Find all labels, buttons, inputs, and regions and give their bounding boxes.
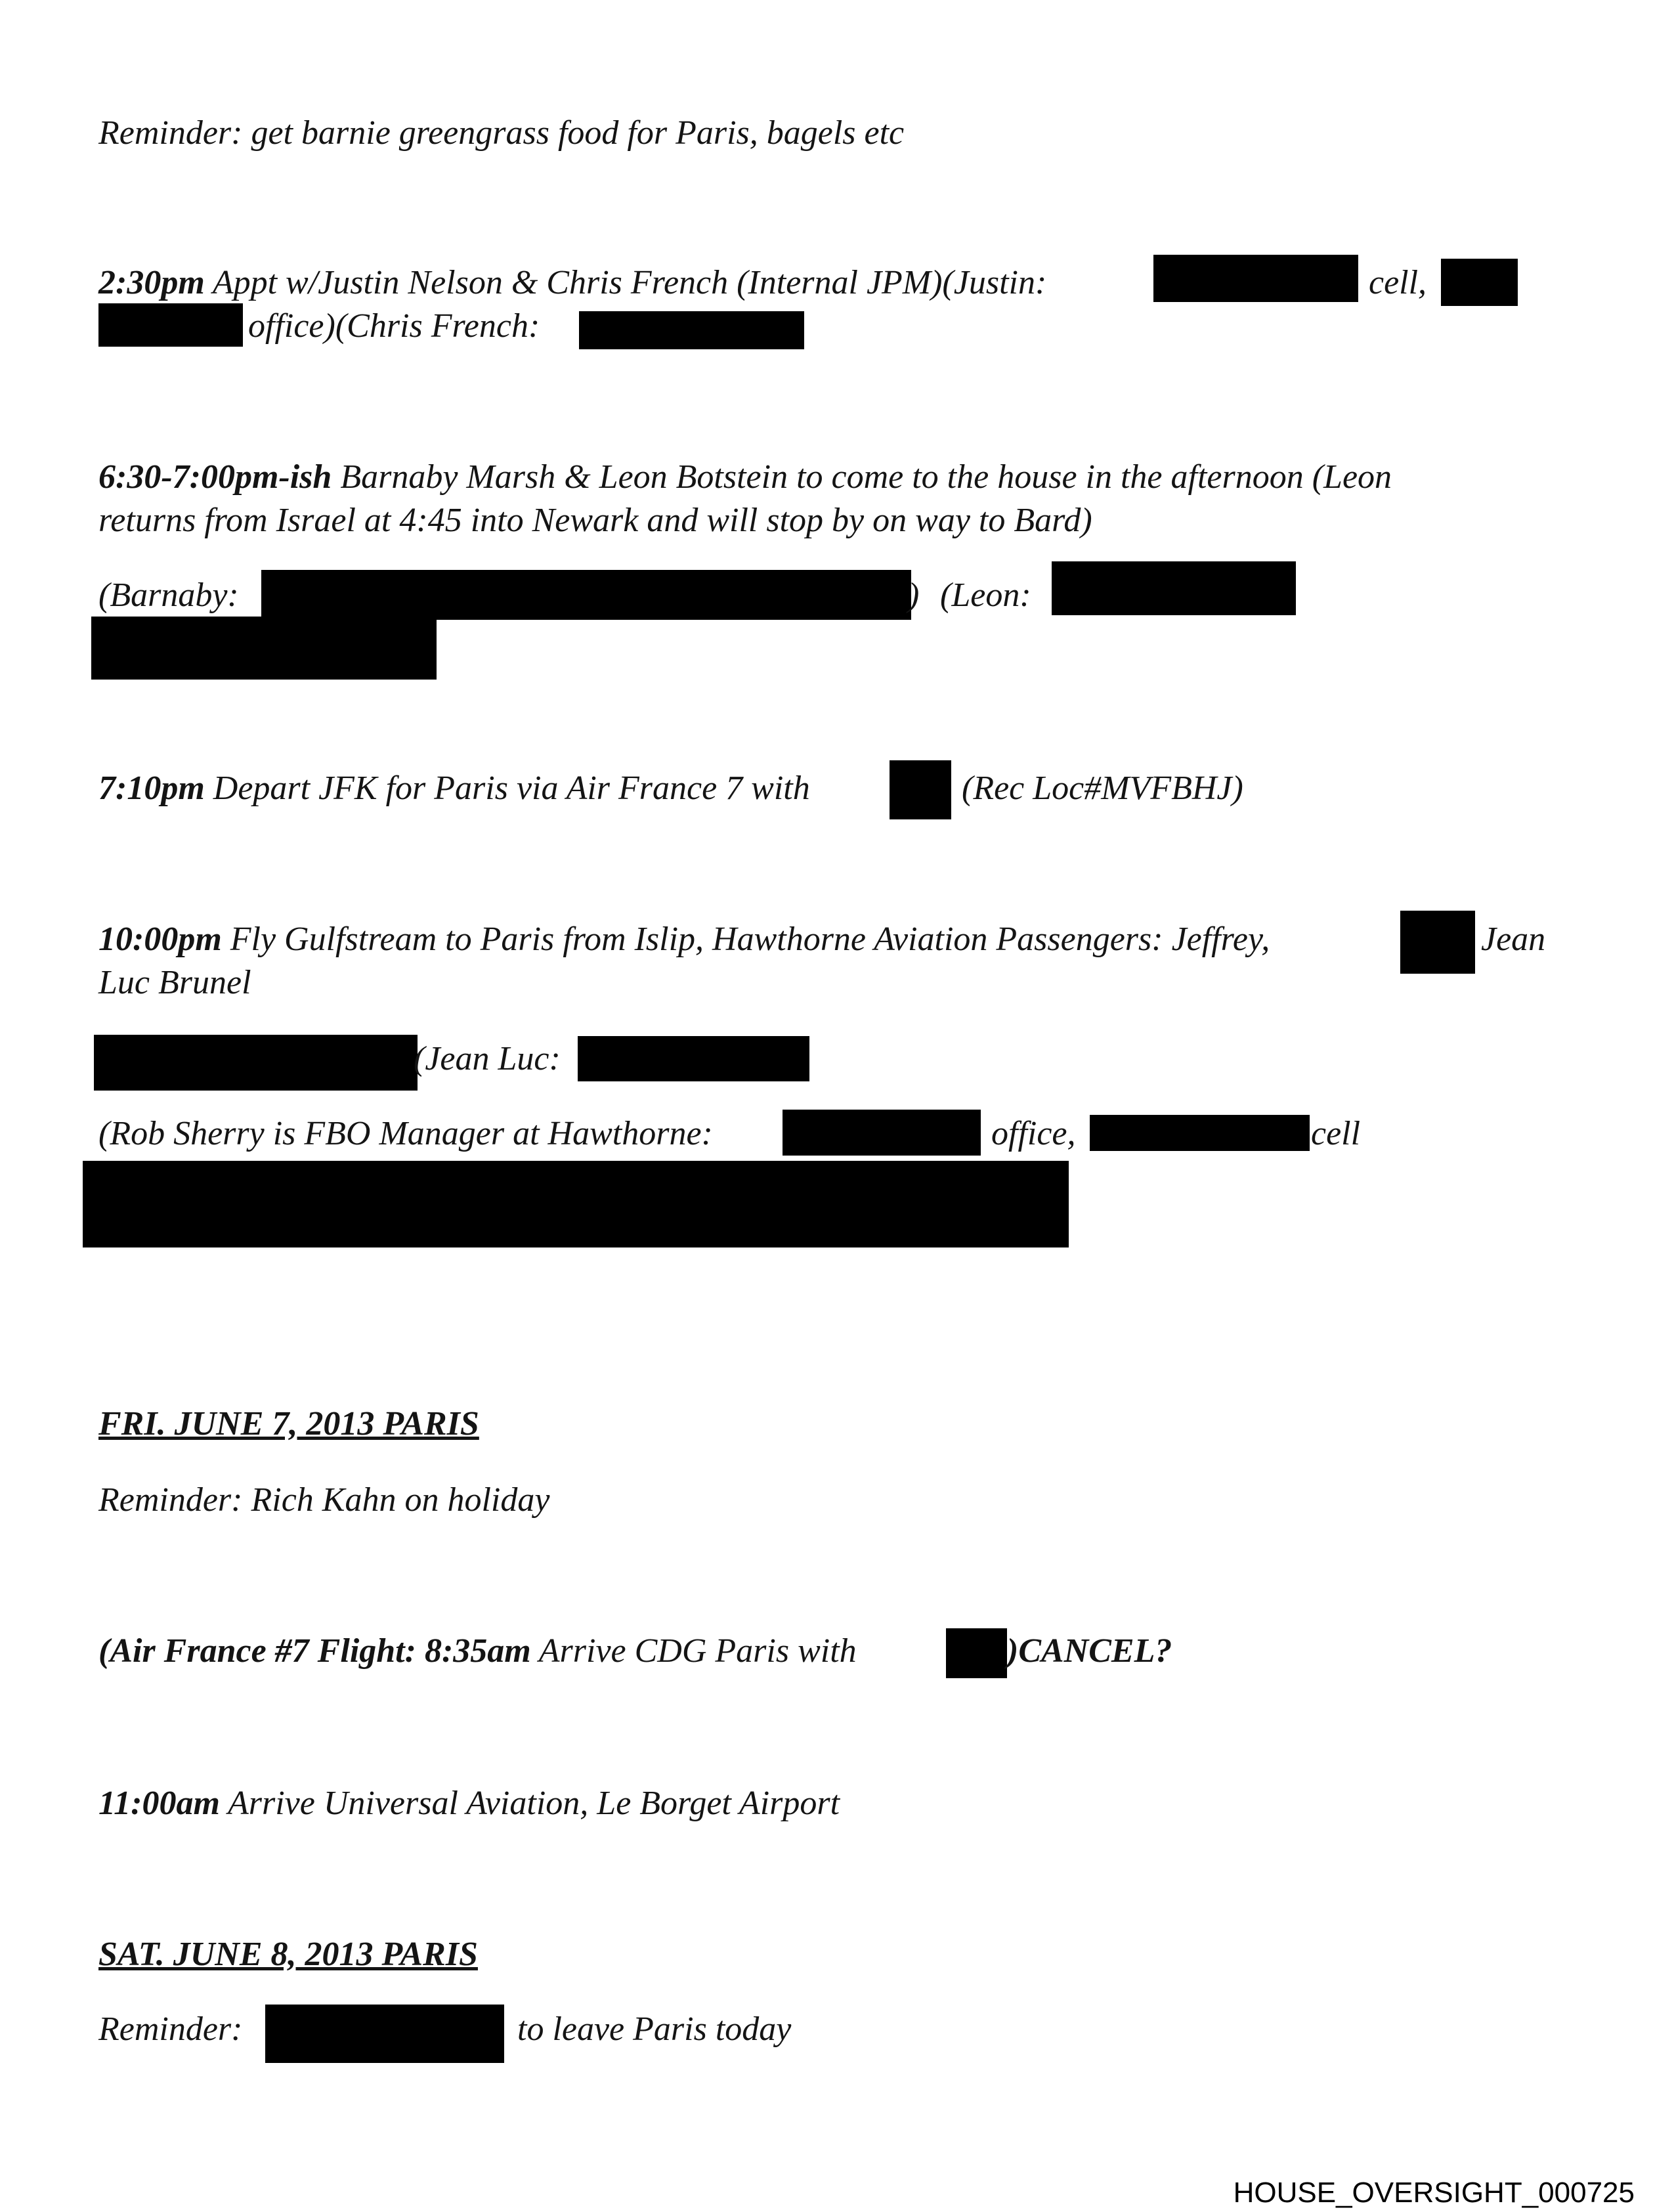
marsh-text: Barnaby Marsh & Leon Botstein to come to the house in the afternoon (Leon [340, 458, 1392, 496]
redaction-box [578, 1036, 809, 1081]
leon-contact: (Leon: [940, 576, 1031, 614]
redaction-box [1052, 561, 1296, 615]
gulfstream-time: 10:00pm [98, 921, 222, 958]
rob-sherry-line: (Rob Sherry is FBO Manager at Hawthorne: [98, 1115, 713, 1152]
appt-text: Appt w/Justin Nelson & Chris French (Internal JPM)(Justin: [212, 264, 1047, 301]
appt-time: 2:30pm [98, 264, 205, 301]
sat-date-header: SAT. JUNE 8, 2013 PARIS [98, 1936, 478, 1973]
cancel-note: )CANCEL? [1007, 1632, 1172, 1670]
gulfstream-line-1 [98, 918, 1270, 961]
redaction-box [83, 1161, 1069, 1247]
marsh-line-1 [98, 456, 1392, 499]
redaction-box [890, 760, 951, 819]
air-france-line [98, 1630, 857, 1673]
reminder-line [98, 112, 904, 155]
gulfstream-jean: Jean [1481, 921, 1546, 958]
le-bourget-line [98, 1782, 840, 1825]
appt-cell-label: cell, [1369, 264, 1427, 301]
redaction-box [1153, 255, 1358, 302]
gulfstream-text: Fly Gulfstream to Paris from Islip, Hawthorne Aviation Passengers: Jeffrey, [230, 921, 1270, 958]
redaction-box [98, 303, 243, 347]
redaction-box [783, 1110, 981, 1156]
redaction-box [94, 1035, 418, 1091]
jfk-record-locator: (Rec Loc#MVFBHJ) [962, 770, 1243, 807]
le-bourget-text: Arrive Universal Aviation, Le Borget Airport [227, 1785, 840, 1822]
air-france-flight-time: (Air France #7 Flight: 8:35am [98, 1632, 531, 1670]
jean-luc-contact: (Jean Luc: [414, 1040, 561, 1077]
redaction-box [265, 2005, 504, 2063]
fri-date-header: FRI. JUNE 7, 2013 PARIS [98, 1405, 479, 1442]
barnaby-close: ) [908, 576, 920, 614]
jfk-time: 7:10pm [98, 770, 205, 807]
marsh-line-2: returns from Israel at 4:45 into Newark and will stop by on way to Bard) [98, 502, 1092, 539]
redaction-box [1400, 911, 1475, 974]
rob-office: office, [991, 1115, 1076, 1152]
reminder-text: Reminder: get barnie greengrass food for Paris, bagels etc [98, 114, 905, 152]
jfk-line [98, 767, 810, 810]
reminder-line: Reminder: Rich Kahn on holiday [98, 1481, 550, 1519]
rob-cell: cell [1311, 1115, 1361, 1152]
air-france-text: Arrive CDG Paris with [538, 1632, 857, 1670]
redaction-box [946, 1628, 1007, 1678]
reminder-line: Reminder: [98, 2010, 243, 2048]
le-bourget-time: 11:00am [98, 1785, 220, 1822]
marsh-time: 6:30-7:00pm-ish [98, 458, 332, 496]
redaction-box [579, 311, 804, 349]
redaction-box [1090, 1115, 1310, 1151]
reminder-end: to leave Paris today [517, 2010, 792, 2048]
barnaby-contact: (Barnaby: [98, 576, 239, 614]
redaction-box [91, 617, 437, 680]
appt-line-1 [98, 261, 1046, 305]
appt-line-2: office)(Chris French: [248, 307, 540, 345]
bates-number: HOUSE_OVERSIGHT_000725 [1233, 2177, 1635, 2209]
redaction-box [1441, 259, 1518, 306]
gulfstream-line-2: Luc Brunel [98, 964, 251, 1001]
jfk-text: Depart JFK for Paris via Air France 7 with [213, 770, 810, 807]
redaction-box [261, 570, 911, 620]
